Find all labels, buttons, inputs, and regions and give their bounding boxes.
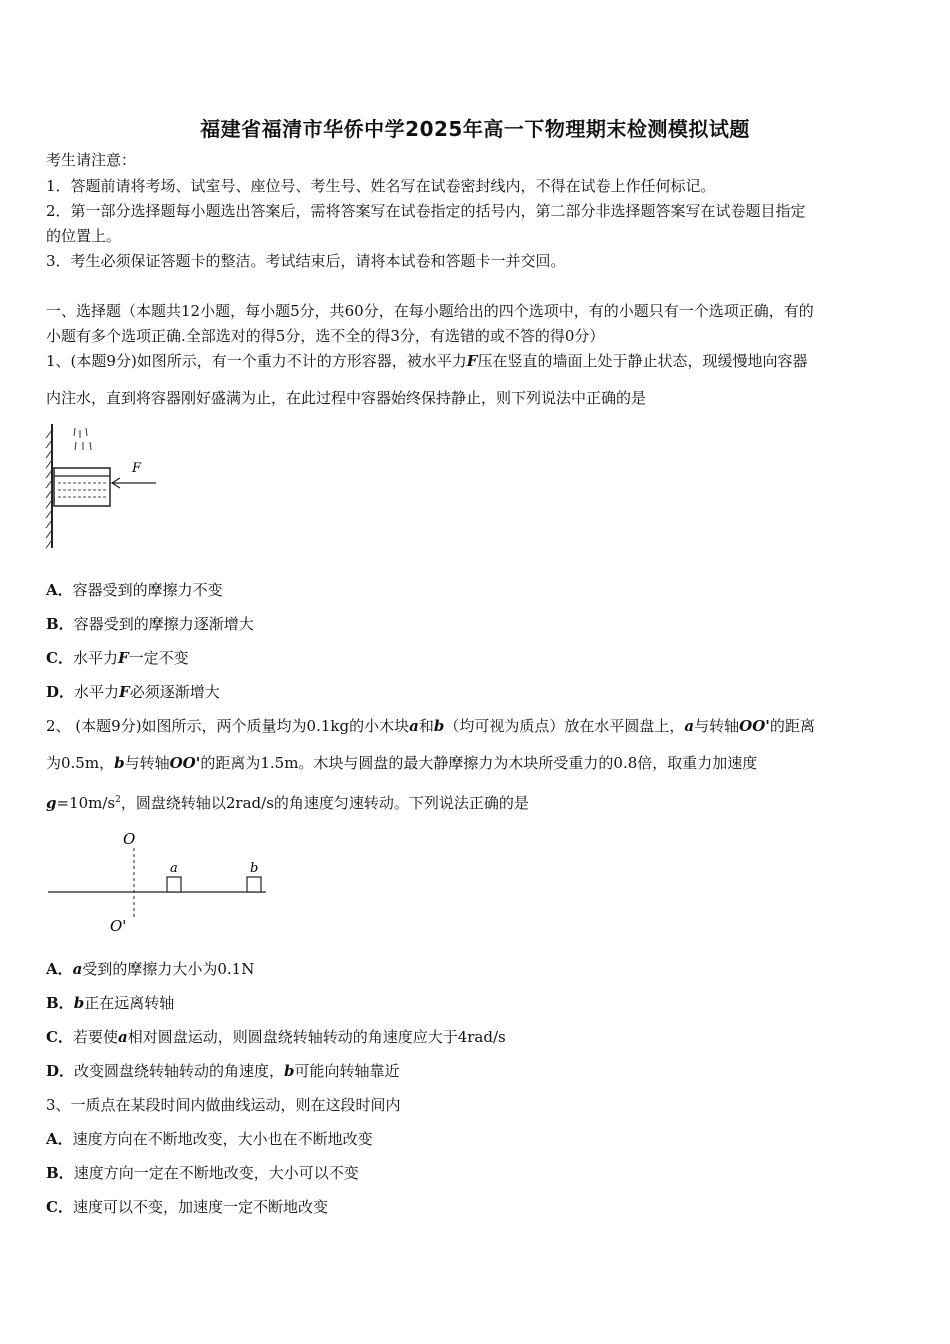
notice-item-1: 1．答题前请将考场、试室号、座位号、考生号、姓名写在试卷密封线内，不得在试卷上作任何标记。 xyxy=(46,177,716,195)
q2-figure xyxy=(44,826,274,938)
block-a-label: a xyxy=(170,861,178,876)
q3-option-a: A．速度方向在不断地改变，大小也在不断地改变 xyxy=(46,1130,373,1148)
page-title: 福建省福清市华侨中学2025年高一下物理期末检测模拟试题 xyxy=(200,117,750,141)
q1-option-c: C．水平力F一定不变 xyxy=(46,649,189,667)
q2-option-c: C．若要使a相对圆盘运动，则圆盘绕转轴转动的角速度应大于4rad/s xyxy=(46,1028,506,1046)
block-a-icon xyxy=(167,877,181,892)
q2-option-a: A．a受到的摩擦力大小为0.1N xyxy=(46,960,255,978)
q1-stem-text-b: 压在竖直的墙面上处于静止状态，现缓慢地向容器 xyxy=(477,352,808,370)
notice-item-3: 3．考生必须保证答题卡的整洁。考试结束后，请将本试卷和答题卡一并交回。 xyxy=(46,252,566,270)
q2-stem-line-3: $g=10m/s^2$，圆盘绕转轴以2rad/s的角速度匀速转动。下列说法正确的是 xyxy=(46,794,529,812)
axis-top-label: O xyxy=(123,830,136,848)
notice-item-2: 2．第一部分选择题每小题选出答案后，需将答案写在试卷指定的括号内，第二部分非选择题答案写在试卷题目指定 xyxy=(46,202,806,220)
section-heading-line-1: 一、选择题（本题共12小题，每小题5分，共60分，在每小题给出的四个选项中，有的小题只有一个选项正确，有的 xyxy=(46,302,814,320)
water-drops-icon xyxy=(74,428,91,450)
q1-option-a: A．容器受到的摩擦力不变 xyxy=(46,581,223,599)
axis-bottom-label: O' xyxy=(110,917,127,935)
q3-option-c: C．速度可以不变，加速度一定不断地改变 xyxy=(46,1198,328,1216)
q1-force-var: F xyxy=(466,352,478,370)
q1-option-b: B．容器受到的摩擦力逐渐增大 xyxy=(46,615,254,633)
q1-figure xyxy=(40,420,170,552)
q2-stem-line-1: 2、 (本题9分)如图所示，两个质量均为0.1kg的小木块a和b（均可视为质点）放在水平圆盘上，a与转轴OO'的距离 xyxy=(46,717,815,735)
q1-stem-text-a: 1、(本题9分)如图所示，有一个重力不计的方形容器，被水平力 xyxy=(46,352,467,370)
container-icon xyxy=(54,468,110,506)
q3-option-b: B．速度方向一定在不断地改变，大小可以不变 xyxy=(46,1164,359,1182)
force-label: F xyxy=(132,461,142,476)
notice-heading: 考生请注意： xyxy=(46,151,137,169)
wall-hatch-icon xyxy=(46,424,52,548)
notice-item-2-cont: 的位置上。 xyxy=(46,227,122,245)
q2-option-d: D．改变圆盘绕转轴转动的角速度，b可能向转轴靠近 xyxy=(46,1062,400,1080)
section-heading-line-2: 小题有多个选项正确.全部选对的得5分，选不全的得3分，有选错的或不答的得0分） xyxy=(46,327,605,345)
q1-stem-line-1 xyxy=(46,351,908,371)
block-b-icon xyxy=(247,877,261,892)
q1-option-d: D．水平力F必须逐渐增大 xyxy=(46,683,220,701)
block-b-label: b xyxy=(250,861,259,876)
q1-stem-line-2: 内注水，直到将容器刚好盛满为止，在此过程中容器始终保持静止，则下列说法中正确的是 xyxy=(46,389,647,407)
q3-stem: 3、一质点在某段时间内做曲线运动，则在这段时间内 xyxy=(46,1096,401,1114)
force-arrow-icon xyxy=(112,478,156,488)
q2-stem-line-2: 为0.5m，b与转轴OO'的距离为1.5m。木块与圆盘的最大静摩擦力为木块所受重力的0.8倍，取重力加速度 xyxy=(46,754,758,772)
q2-option-b: B．b正在远离转轴 xyxy=(46,994,175,1012)
